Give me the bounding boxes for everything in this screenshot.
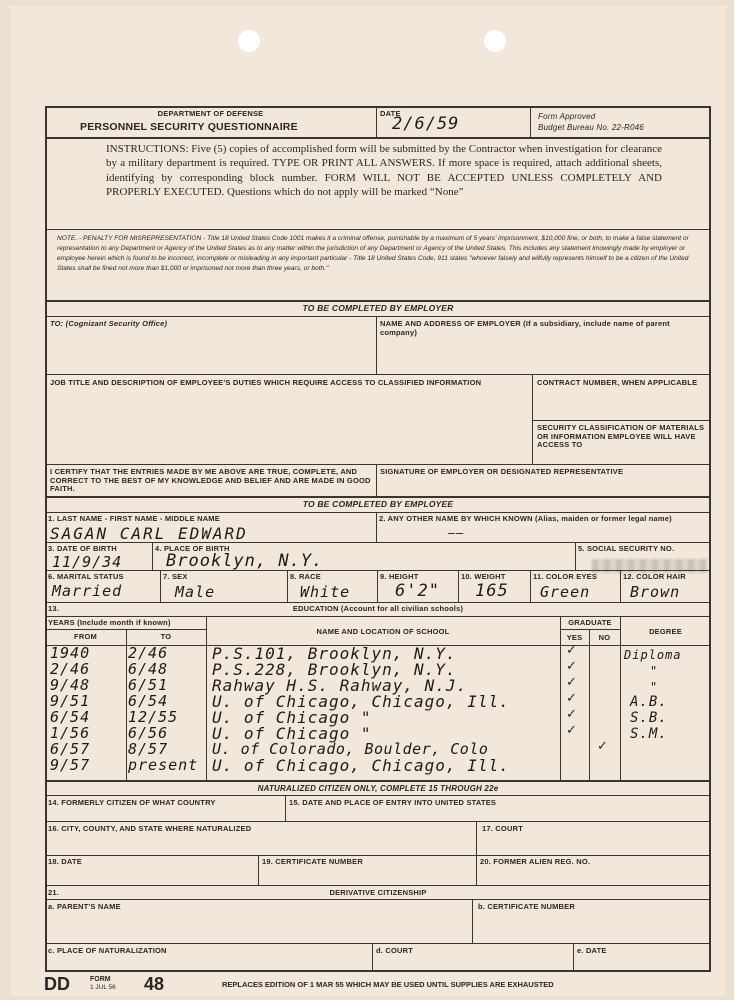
edu-degree: S.B. [630,710,668,726]
naturalized-where-label: 16. CITY, COUNTY, AND STATE WHERE NATURALIZED [48,824,252,833]
field-21-label: 21. [48,888,60,897]
approval-line-2: Budget Bureau No. 22-R046 [538,123,644,132]
edu-to: 12/55 [128,708,179,726]
edu-no-check: ✓ [597,739,608,754]
edu-yes-check: ✓ [566,643,577,658]
employer-section-title: TO BE COMPLETED BY EMPLOYER [302,303,454,313]
naturalized-title: NATURALIZED CITIZEN ONLY, COMPLETE 15 THROUGH 22e [257,784,499,793]
eyes-label: 11. COLOR EYES [533,572,598,581]
edu-yes-check: ✓ [566,707,577,722]
former-citizen-label: 14. FORMERLY CITIZEN OF WHAT COUNTRY [48,798,216,807]
hair-value: Brown [630,583,681,601]
contract-number-label: CONTRACT NUMBER, WHEN APPLICABLE [537,378,698,387]
other-name-value: —— [448,526,465,540]
pob-value: Brooklyn, N.Y. [166,551,324,571]
edu-school: U. of Chicago, Chicago, Ill. [212,756,510,775]
punch-hole-left [238,30,260,52]
sex-value: Male [175,583,216,601]
race-value: White [300,583,351,601]
security-classification-label: SECURITY CLASSIFICATION OF MATERIALS OR INFORMATION EMPLOYEE WILL HAVE ACCESS TO [537,423,705,450]
education-number: 13. [48,604,60,613]
edu-to: 6/51 [128,676,169,694]
edu-school: U. of Colorado, Boulder, Colo [212,740,489,758]
marital-label: 6. MARITAL STATUS [48,572,124,581]
edu-yes-check: ✓ [566,675,577,690]
edu-yes-check: ✓ [566,723,577,738]
footer-form-line2: 1 JUL 56 [90,984,116,991]
place-of-naturalization-label: c. PLACE OF NATURALIZATION [48,946,167,955]
hair-label: 12. COLOR HAIR [623,572,686,581]
edu-school: P.S.228, Brooklyn, N.Y. [212,660,457,679]
approval-line-1: Form Approved [538,112,596,121]
parent-name-label: a. PARENT'S NAME [48,902,121,911]
no-label: NO [598,633,611,642]
sex-label: 7. SEX [163,572,188,581]
edu-to: 6/54 [128,692,169,710]
edu-to: 8/57 [128,740,169,758]
certificate-number-label: 19. CERTIFICATE NUMBER [262,857,363,866]
derivative-court-label: d. COURT [376,946,414,955]
edu-degree: " [650,680,659,694]
race-label: 8. RACE [290,572,321,581]
derivative-certificate-label: b. CERTIFICATE NUMBER [478,902,575,911]
certify-statement: I CERTIFY THAT THE ENTRIES MADE BY ME ABOVE ARE TRUE, COMPLETE, AND CORRECT TO THE BEST OF MY KNOWLEDGE AND BELIEF AND ARE MADE IN GOOD FAITH. [50,467,371,494]
form-title: PERSONNEL SECURITY QUESTIONNAIRE [80,121,298,133]
to-label: TO [160,632,172,641]
dob-label: 3. DATE OF BIRTH [48,544,117,553]
degree-label: DEGREE [649,627,682,636]
employee-section-title: TO BE COMPLETED BY EMPLOYEE [302,499,454,509]
edu-from: 9/48 [50,676,91,694]
edu-school: U. of Chicago " [212,708,372,727]
footer-form-number: 48 [144,974,165,994]
punch-hole-right [484,30,506,52]
alien-reg-label: 20. FORMER ALIEN REG. NO. [480,857,591,866]
edu-to: 2/46 [128,644,169,662]
court-label: 17. COURT [482,824,523,833]
penalty-note: NOTE. - PENALTY FOR MISREPRESENTATION - Title 18 United States Code 1001 makes it a criminal offense, punishable by a maximum of 5 years' imprisonment, $10,000 fine, or both, to make a false statement or representation to any Department or Agency of the United States as to any matter within the jurisdiction of any Department or Agency of the United States. This includes any statement knowingly made by employer or employee herein which is found to be incorrect, incomplete or misleading in any important particular - Title 18 United States Code, 911 states "whoever falsely and wilfully represents himself to be a citizen of the United States shall be fined not more than $1,000 or imprisoned not more than three years, or both." [57,235,689,272]
edu-from: 2/46 [50,660,91,678]
graduate-label: GRADUATE [568,618,612,627]
footer-form-line1: FORM [90,976,111,983]
name-value: SAGAN CARL EDWARD [50,524,248,543]
height-label: 9. HEIGHT [380,572,419,581]
education-title: EDUCATION (Account for all civilian schools) [292,604,464,613]
yes-label: YES [566,633,583,642]
weight-value: 165 [475,581,509,601]
edu-from: 1/56 [50,724,91,742]
edu-yes-check: ✓ [566,659,577,674]
years-label: YEARS (Include month if known) [48,618,171,627]
nat-date-label: 18. DATE [48,857,82,866]
edu-from: 1940 [50,644,91,662]
employer-name-address-label: NAME AND ADDRESS OF EMPLOYER (If a subsidiary, include name of parent company) [380,319,670,337]
edu-to: 6/56 [128,724,169,742]
entry-date-place-label: 15. DATE AND PLACE OF ENTRY INTO UNITED STATES [289,798,497,807]
edu-to: present [128,756,199,774]
employer-signature-label: SIGNATURE OF EMPLOYER OR DESIGNATED REPRESENTATIVE [380,467,624,476]
eyes-value: Green [540,583,591,601]
edu-school: U. of Chicago " [212,724,372,743]
edu-degree: " [650,664,659,678]
edu-degree: S.M. [630,726,668,742]
footer-replaces-note: REPLACES EDITION OF 1 MAR 55 WHICH MAY BE USED UNTIL SUPPLIES ARE EXHAUSTED [222,980,554,989]
from-label: FROM [74,632,97,641]
edu-from: 9/51 [50,692,91,710]
instructions-text: INSTRUCTIONS: Five (5) copies of accomplished form will be submitted by the Contractor when investigation for clearance by a military department is required. TYPE OR PRINT ALL ANSWERS. If more space is required, attach additional sheets, identifying by corresponding block number. FORM WILL NOT BE ACCEPTED UNLESS COMPLETELY AND PROPERLY EXECUTED. Questions which do not apply will be marked “None” [106,143,662,198]
edu-from: 6/54 [50,708,91,726]
other-name-label: 2. ANY OTHER NAME BY WHICH KNOWN (Alias, maiden or former legal name) [379,514,672,523]
weight-label: 10. WEIGHT [461,572,506,581]
marital-value: Married [52,582,123,600]
date-value: 2/6/59 [392,114,460,134]
ssn-label: 5. SOCIAL SECURITY NO. [578,544,675,553]
edu-degree: A.B. [630,694,668,710]
edu-school: P.S.101, Brooklyn, N.Y. [212,644,457,663]
footer-form-label [90,976,116,992]
derivative-citizenship-title: DERIVATIVE CITIZENSHIP [329,888,427,897]
edu-to: 6/48 [128,660,169,678]
dob-value: 11/9/34 [52,553,123,571]
job-title-label: JOB TITLE AND DESCRIPTION OF EMPLOYEE'S DUTIES WHICH REQUIRE ACCESS TO CLASSIFIED INFORMATION [50,378,482,387]
footer-dd: DD [44,974,70,994]
edu-school: U. of Chicago, Chicago, Ill. [212,692,510,711]
edu-yes-check: ✓ [566,691,577,706]
school-label: NAME AND LOCATION OF SCHOOL [316,627,450,636]
edu-school: Rahway H.S. Rahway, N.J. [212,676,468,695]
edu-from: 6/57 [50,740,91,758]
edu-degree: Diploma [624,648,682,662]
edu-from: 9/57 [50,756,91,774]
height-value: 6'2" [395,581,440,601]
name-label: 1. LAST NAME - FIRST NAME - MIDDLE NAME [48,514,220,523]
department-label: DEPARTMENT OF DEFENSE [157,109,264,118]
to-security-office-label: TO: (Cognizant Security Office) [50,319,168,328]
derivative-date-label: e. DATE [577,946,607,955]
date-label: DATE [380,109,401,118]
pob-label: 4. PLACE OF BIRTH [155,544,230,553]
